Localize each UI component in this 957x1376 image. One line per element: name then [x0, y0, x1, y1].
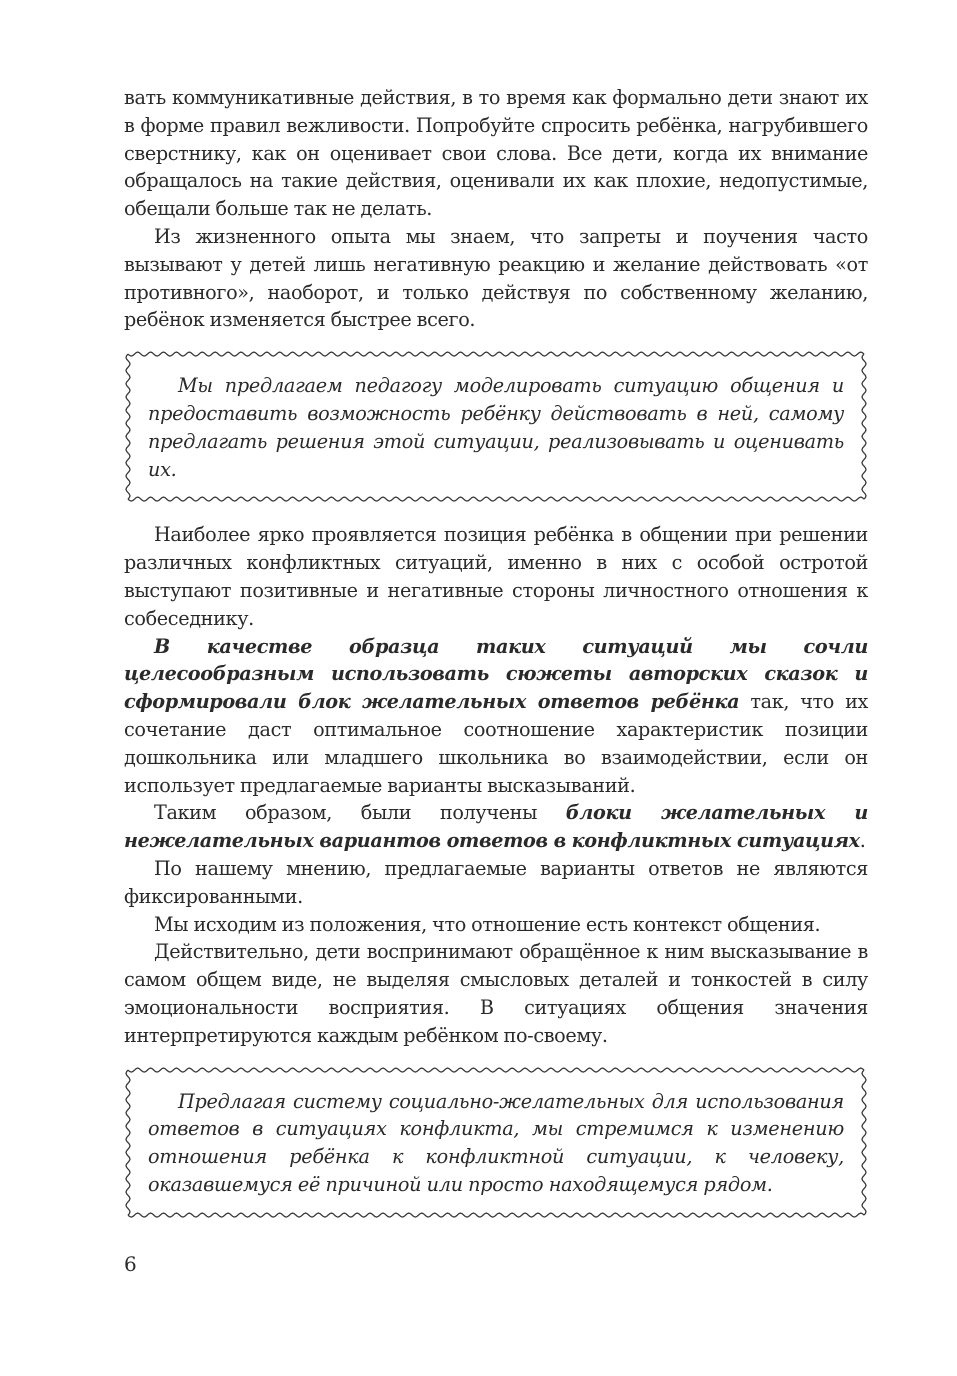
paragraph-6: По нашему мнению, предлагаемые варианты ответов не являются фиксированными. [124, 856, 868, 908]
paragraph-5 [124, 799, 868, 855]
page-body [124, 84, 868, 1219]
paragraph-4 [124, 633, 868, 800]
callout-2-text: Предлагая систему социально-желательных для использования ответов в ситуациях конфликта, мы стремимся к изменению отношения ребёнка к конфликтной ситуации, к человеку, оказавшемуся её причиной или просто находящемуся рядом. [148, 1089, 844, 1196]
paragraph-4-emphasis: В качестве образца таких ситуаций мы сочли целесообразным использовать сюжеты авторских сказок и сформировали блок желательных ответов ребёнка [124, 634, 868, 714]
paragraph-1: вать коммуникативные действия, в то время как формально дети знают их в форме правил вежливости. Попробуйте спросить ребёнка, нагрубившего сверстнику, как он оценивает свои слова. Все дети, когда их внимание обращалось на такие действия, оценивали их как плохие, недопустимые, обещали больше так не делать. [124, 86, 868, 221]
paragraph-7: Мы исходим из положения, что отношение есть контекст общения. [154, 912, 821, 936]
paragraph-8: Действительно, дети воспринимают обращённое к ним высказывание в самом общем виде, не выделяя смысловых деталей и тонкостей в силу эмоциональности восприятия. В ситуациях общения значения интерпретируются каждым ребёнком по-своему. [124, 940, 868, 1047]
callout-1-text: Мы предлагаем педагогу моделировать ситуацию общения и предоставить возможность ребёнку действовать в ней, самому предлагать решения этой ситуации, реализовывать и оценивать их. [148, 374, 844, 481]
page-number: 6 [124, 1252, 137, 1276]
callout-box-2 [124, 1066, 868, 1219]
paragraph-5-emphasis: блоки желательных и нежелательных вариантов ответов в конфликтных ситуациях [124, 801, 868, 853]
callout-box-1 [124, 350, 868, 503]
paragraph-4-rest: так, что их сочетание даст оптимальное соотношение характеристик позиции дошкольника или младшего школьника во взаимодействии, если он использует предлагаемые варианты высказываний. [124, 690, 868, 797]
paragraph-2: Из жизненного опыта мы знаем, что запреты и поучения часто вызывают у детей лишь негативную реакцию и желание действовать «от противного», наоборот, и только действуя по собственному желанию, ребёнок изменяется быстрее всего. [124, 224, 868, 332]
paragraph-5-end: . [859, 829, 866, 853]
paragraph-3: Наиболее ярко проявляется позиция ребёнка в общении при решении различных конфликтных ситуаций, именно в них с особой остротой выступают позитивные и негативные стороны личностного отношения к собеседнику. [124, 523, 868, 630]
paragraph-5-lead: Таким образом, были получены [154, 801, 566, 825]
